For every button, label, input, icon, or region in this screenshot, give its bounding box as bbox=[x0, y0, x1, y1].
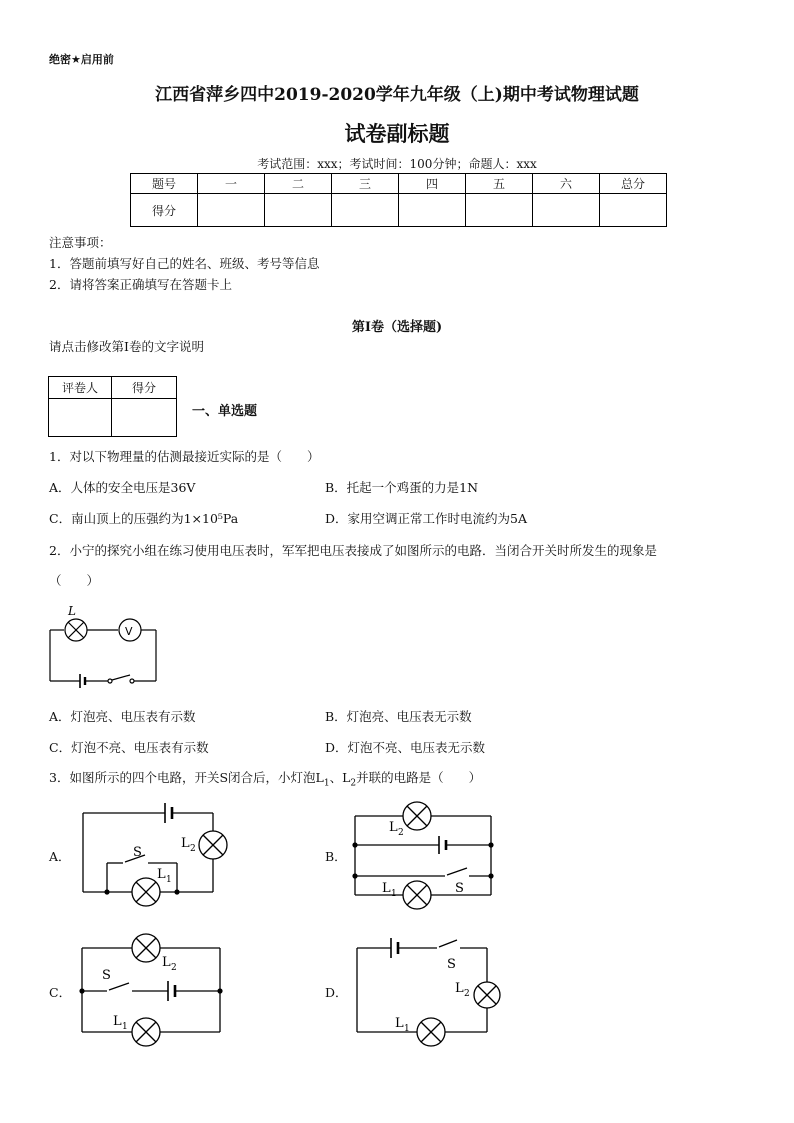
svg-text:S: S bbox=[102, 968, 111, 983]
voltmeter-label: V bbox=[125, 625, 133, 638]
question-1-option-c[interactable]: C．南山顶上的压强约为1×10⁵Pa bbox=[49, 511, 239, 526]
svg-text:L: L bbox=[382, 881, 391, 896]
question-2-circuit-figure bbox=[40, 600, 170, 695]
svg-text:L: L bbox=[181, 836, 190, 851]
grader-cell[interactable] bbox=[49, 399, 112, 437]
svg-text:2: 2 bbox=[464, 989, 470, 999]
svg-text:S: S bbox=[133, 845, 142, 860]
notes-item: 2．请将答案正确填写在答题卡上 bbox=[49, 277, 232, 292]
svg-text:2: 2 bbox=[171, 963, 177, 973]
question-3-circuit-d bbox=[345, 930, 505, 1050]
section-title: 一、单选题 bbox=[192, 404, 258, 419]
score-table-cell[interactable] bbox=[533, 194, 600, 227]
part-title: 第I卷（选择题) bbox=[351, 320, 443, 335]
score-table-cell[interactable] bbox=[265, 194, 332, 227]
notes bbox=[49, 232, 319, 295]
question-2-option-a[interactable]: A．灯泡亮、电压表有示数 bbox=[49, 709, 196, 724]
exam-title: 江西省萍乡四中2019-2020学年九年级（上)期中考试物理试题 bbox=[155, 85, 639, 105]
question-2-paren: （ ） bbox=[49, 573, 100, 588]
score-table-cell[interactable] bbox=[332, 194, 399, 227]
score-table-cell: 题号 bbox=[131, 174, 198, 194]
grader-header: 得分 bbox=[112, 377, 177, 399]
score-table-cell: 得分 bbox=[131, 194, 198, 227]
svg-text:2: 2 bbox=[190, 844, 196, 854]
svg-text:1: 1 bbox=[391, 889, 397, 899]
svg-text:S: S bbox=[447, 957, 456, 972]
question-3-option-d[interactable]: D． bbox=[325, 985, 348, 1000]
score-table-cell[interactable] bbox=[198, 194, 265, 227]
score-table-cell: 六 bbox=[533, 174, 600, 194]
score-table-cell[interactable] bbox=[399, 194, 466, 227]
notes-heading: 注意事项： bbox=[49, 235, 112, 250]
question-1-option-d[interactable]: D．家用空调正常工作时电流约为5A bbox=[325, 511, 528, 526]
exam-subtitle: 试卷副标题 bbox=[344, 121, 450, 146]
score-table bbox=[130, 173, 667, 227]
score-table-cell[interactable] bbox=[600, 194, 667, 227]
svg-text:L: L bbox=[455, 981, 464, 996]
score-table-cell: 三 bbox=[332, 174, 399, 194]
question-1-option-b[interactable]: B．托起一个鸡蛋的力是1N bbox=[325, 480, 479, 495]
score-table-cell: 二 bbox=[265, 174, 332, 194]
svg-text:S: S bbox=[455, 881, 464, 896]
svg-text:L: L bbox=[113, 1014, 122, 1029]
question-3-circuit-a bbox=[75, 795, 240, 920]
question-3-stem: 3．如图所示的四个电路，开关S闭合后，小灯泡$L_1$、$L_2$并联的电路是（ ） bbox=[49, 770, 482, 789]
question-2-option-c[interactable]: C．灯泡不亮、电压表有示数 bbox=[49, 740, 209, 755]
question-3-circuit-b bbox=[345, 800, 505, 915]
svg-text:1: 1 bbox=[122, 1022, 128, 1032]
question-3-option-c[interactable]: C． bbox=[49, 985, 72, 1000]
svg-text:L: L bbox=[389, 820, 398, 835]
svg-text:L: L bbox=[162, 955, 171, 970]
grader-table bbox=[48, 376, 177, 437]
score-table-cell: 一 bbox=[198, 174, 265, 194]
score-table-header-row bbox=[131, 174, 667, 194]
lamp-label: L bbox=[68, 604, 76, 618]
question-1-option-a[interactable]: A．人体的安全电压是36V bbox=[49, 480, 196, 495]
svg-text:L: L bbox=[395, 1016, 404, 1031]
part-description[interactable]: 请点击修改第I卷的文字说明 bbox=[49, 339, 204, 354]
question-2-stem: 2．小宁的探究小组在练习使用电压表时，军军把电压表接成了如图所示的电路．当闭合开关时所发生的现象是 bbox=[49, 543, 657, 558]
question-3-option-b[interactable]: B． bbox=[325, 849, 347, 864]
score-table-cell: 总分 bbox=[600, 174, 667, 194]
score-table-cell: 五 bbox=[466, 174, 533, 194]
svg-text:1: 1 bbox=[166, 875, 172, 885]
score-table-cell: 四 bbox=[399, 174, 466, 194]
score-table-score-row bbox=[131, 194, 667, 227]
grader-header: 评卷人 bbox=[49, 377, 112, 399]
notes-item: 1．答题前填写好自己的姓名、班级、考号等信息 bbox=[49, 256, 320, 271]
secret-mark: 绝密★启用前 bbox=[49, 53, 114, 66]
exam-info: 考试范围：xxx；考试时间：100分钟；命题人：xxx bbox=[257, 157, 537, 171]
question-2-option-d[interactable]: D．灯泡不亮、电压表无示数 bbox=[325, 740, 486, 755]
question-3-option-a[interactable]: A． bbox=[49, 849, 71, 864]
svg-text:L: L bbox=[157, 867, 166, 882]
grader-cell[interactable] bbox=[112, 399, 177, 437]
question-2-option-b[interactable]: B．灯泡亮、电压表无示数 bbox=[325, 709, 472, 724]
svg-text:2: 2 bbox=[398, 828, 404, 838]
score-table-cell[interactable] bbox=[466, 194, 533, 227]
svg-text:1: 1 bbox=[404, 1024, 410, 1034]
question-1-stem: 1．对以下物理量的估测最接近实际的是（ ） bbox=[49, 449, 320, 464]
question-3-circuit-c bbox=[72, 928, 232, 1050]
